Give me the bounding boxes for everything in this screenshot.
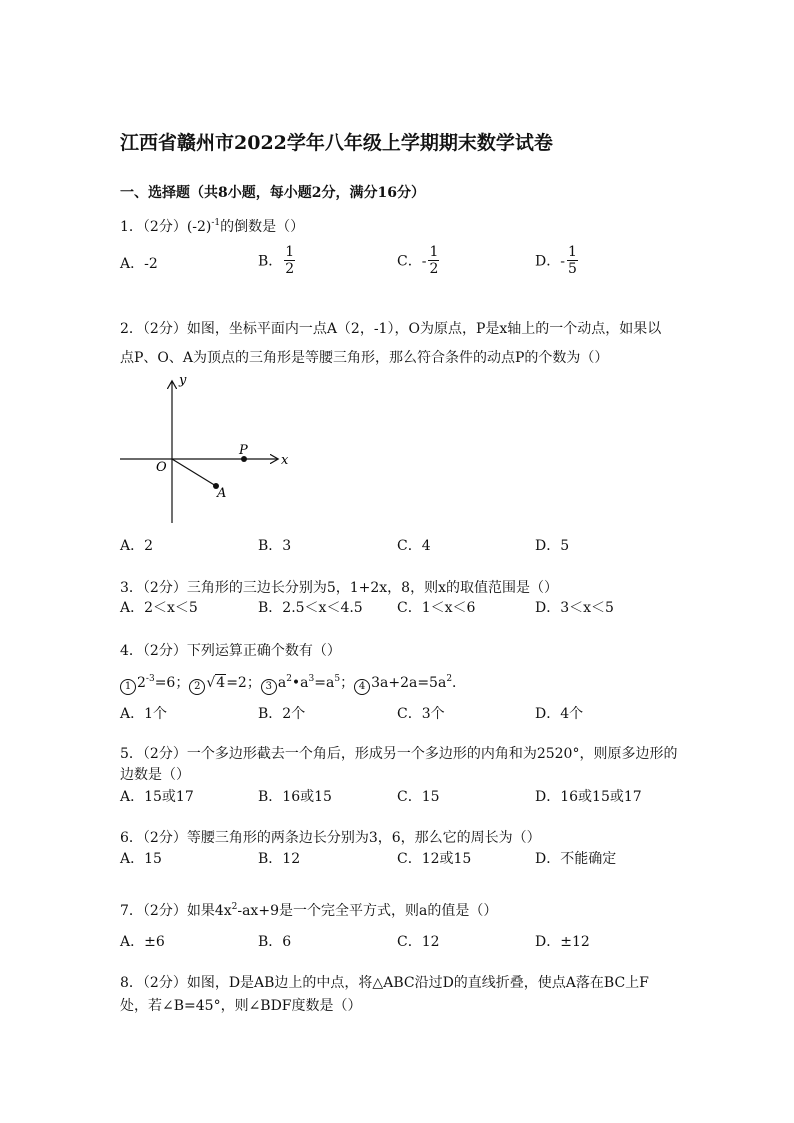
- q2-option-a[interactable]: A．2: [120, 538, 154, 554]
- q4-expr4-exp: 2: [446, 674, 453, 684]
- question-2-line-2: 点P、O、A为顶点的三角形是等腰三角形，那么符合条件的动点P的个数为（）: [120, 350, 609, 366]
- question-5-line-1: 5．（2分）一个多边形截去一个角后，形成另一个多边形的内角和为2520°，则原多边形的: [120, 746, 678, 762]
- q4-expr3-sep: ；: [340, 675, 355, 691]
- q6-option-a[interactable]: A．15: [120, 851, 162, 867]
- q4-expr2-rest: =2；: [226, 675, 261, 691]
- question-8-line-1: 8．（2分）如图，D是AB边上的中点，将△ABC沿过D的直线折叠，使点A落在BC上F: [120, 975, 649, 991]
- origin-label: O: [156, 460, 167, 475]
- q1-c-label: C．-: [397, 253, 427, 270]
- question-3: 3．（2分）三角形的三边长分别为5，1+2x，8，则x的取值范围是（）: [120, 580, 558, 596]
- question-4: 4．（2分）下列运算正确个数有（）: [120, 643, 341, 659]
- x-axis-label: x: [281, 453, 289, 468]
- y-axis-label: y: [179, 373, 187, 388]
- q1-c-den: 2: [429, 261, 439, 277]
- question-6: 6．（2分）等腰三角形的两条边长分别为3，6，那么它的周长为（）: [120, 830, 541, 846]
- q7-option-a[interactable]: A．±6: [120, 934, 165, 950]
- q7-exponent: 2: [231, 902, 238, 912]
- q2-option-d[interactable]: D．5: [535, 538, 570, 554]
- section-title: 一、选择题（共8小题，每小题2分，满分16分）: [120, 185, 425, 201]
- q4-expr1-base: 2: [137, 675, 146, 691]
- q1-d-label: D．-: [535, 253, 565, 270]
- q1-option-a[interactable]: A．-2: [120, 256, 158, 272]
- circled-number-1: 1: [120, 679, 136, 695]
- q5-option-d[interactable]: D．16或15或17: [535, 789, 642, 805]
- q4-expr3-dot: •a: [291, 675, 309, 691]
- q1-option-b[interactable]: [258, 244, 295, 277]
- q4-expr2-radicand: 4: [216, 675, 226, 691]
- q7-option-d[interactable]: D．±12: [535, 934, 590, 950]
- question-8-line-2: 处，若∠B=45°，则∠BDF度数是（）: [120, 998, 362, 1014]
- question-2-line-1: 2．（2分）如图，坐标平面内一点A（2，-1），O为原点，P是x轴上的一个动点，如果以: [120, 321, 662, 337]
- point-p-label: P: [239, 443, 248, 458]
- circled-number-4: 4: [354, 679, 370, 695]
- q3-option-a[interactable]: A．2＜x＜5: [120, 600, 198, 616]
- q3-option-d[interactable]: D．3＜x＜5: [535, 600, 614, 616]
- q7-option-c[interactable]: C．12: [397, 934, 440, 950]
- circled-number-3: 3: [261, 679, 277, 695]
- segment-oa: [172, 459, 216, 486]
- q1-exponent: -1: [211, 218, 221, 228]
- question-1: [120, 216, 304, 236]
- q1-d-den: 5: [567, 261, 577, 277]
- q1-b-num: 1: [285, 244, 295, 260]
- q7-suffix: -ax+9是一个完全平方式，则a的值是（）: [237, 903, 498, 919]
- q4-expr3-exp3: 5: [334, 674, 341, 684]
- q4-expr1-rest: =6；: [154, 675, 190, 691]
- q7-prefix: 7．（2分）如果4x: [120, 903, 232, 919]
- q4-expr3-eq: =a: [314, 675, 335, 691]
- page-title: 江西省赣州市2022学年八年级上学期期末数学试卷: [120, 132, 553, 154]
- q1-d-num: 1: [567, 244, 577, 260]
- q4-expr3-a: a: [277, 675, 287, 691]
- q1-option-d[interactable]: [535, 244, 578, 277]
- q4-expr3-exp1: 2: [286, 674, 292, 684]
- q2-coordinate-figure: [115, 370, 305, 528]
- q4-expressions: [120, 672, 466, 695]
- q4-option-d[interactable]: D．4个: [535, 706, 584, 722]
- q2-option-c[interactable]: C．4: [397, 538, 431, 554]
- q1-option-c[interactable]: [397, 244, 439, 277]
- q1-suffix: 的倒数是（）: [220, 219, 305, 235]
- q1-prefix: 1．（2分）(-2): [120, 219, 212, 235]
- q5-option-c[interactable]: C．15: [397, 789, 440, 805]
- sqrt-icon: √: [206, 675, 216, 691]
- q4-expr4: 3a+2a=5a: [371, 675, 447, 691]
- q6-option-c[interactable]: C．12或15: [397, 851, 472, 867]
- q1-c-num: 1: [429, 244, 439, 260]
- q2-option-b[interactable]: B．3: [258, 538, 292, 554]
- q6-option-b[interactable]: B．12: [258, 851, 301, 867]
- q5-option-b[interactable]: B．16或15: [258, 789, 332, 805]
- q1-b-label: B．: [258, 253, 283, 270]
- q4-option-b[interactable]: B．2个: [258, 706, 306, 722]
- question-7: [120, 900, 497, 920]
- circled-number-2: 2: [189, 679, 205, 695]
- q3-option-c[interactable]: C．1＜x＜6: [397, 600, 476, 616]
- q1-b-fraction: [284, 244, 295, 277]
- q4-option-c[interactable]: C．3个: [397, 706, 445, 722]
- question-5-line-2: 边数是（）: [120, 767, 190, 783]
- q4-option-a[interactable]: A．1个: [120, 706, 168, 722]
- q7-option-b[interactable]: B．6: [258, 934, 292, 950]
- point-a-label: A: [217, 486, 227, 501]
- q4-expr3-exp2: 3: [308, 674, 315, 684]
- q4-expr4-end: ．: [452, 675, 467, 691]
- q6-option-d[interactable]: D．不能确定: [535, 851, 617, 867]
- q1-c-fraction: [428, 244, 439, 277]
- q1-b-den: 2: [285, 261, 295, 277]
- q5-option-a[interactable]: A．15或17: [120, 789, 194, 805]
- q3-option-b[interactable]: B．2.5＜x＜4.5: [258, 600, 363, 616]
- q4-expr1-exp: -3: [145, 674, 155, 684]
- q1-d-fraction: [567, 244, 578, 277]
